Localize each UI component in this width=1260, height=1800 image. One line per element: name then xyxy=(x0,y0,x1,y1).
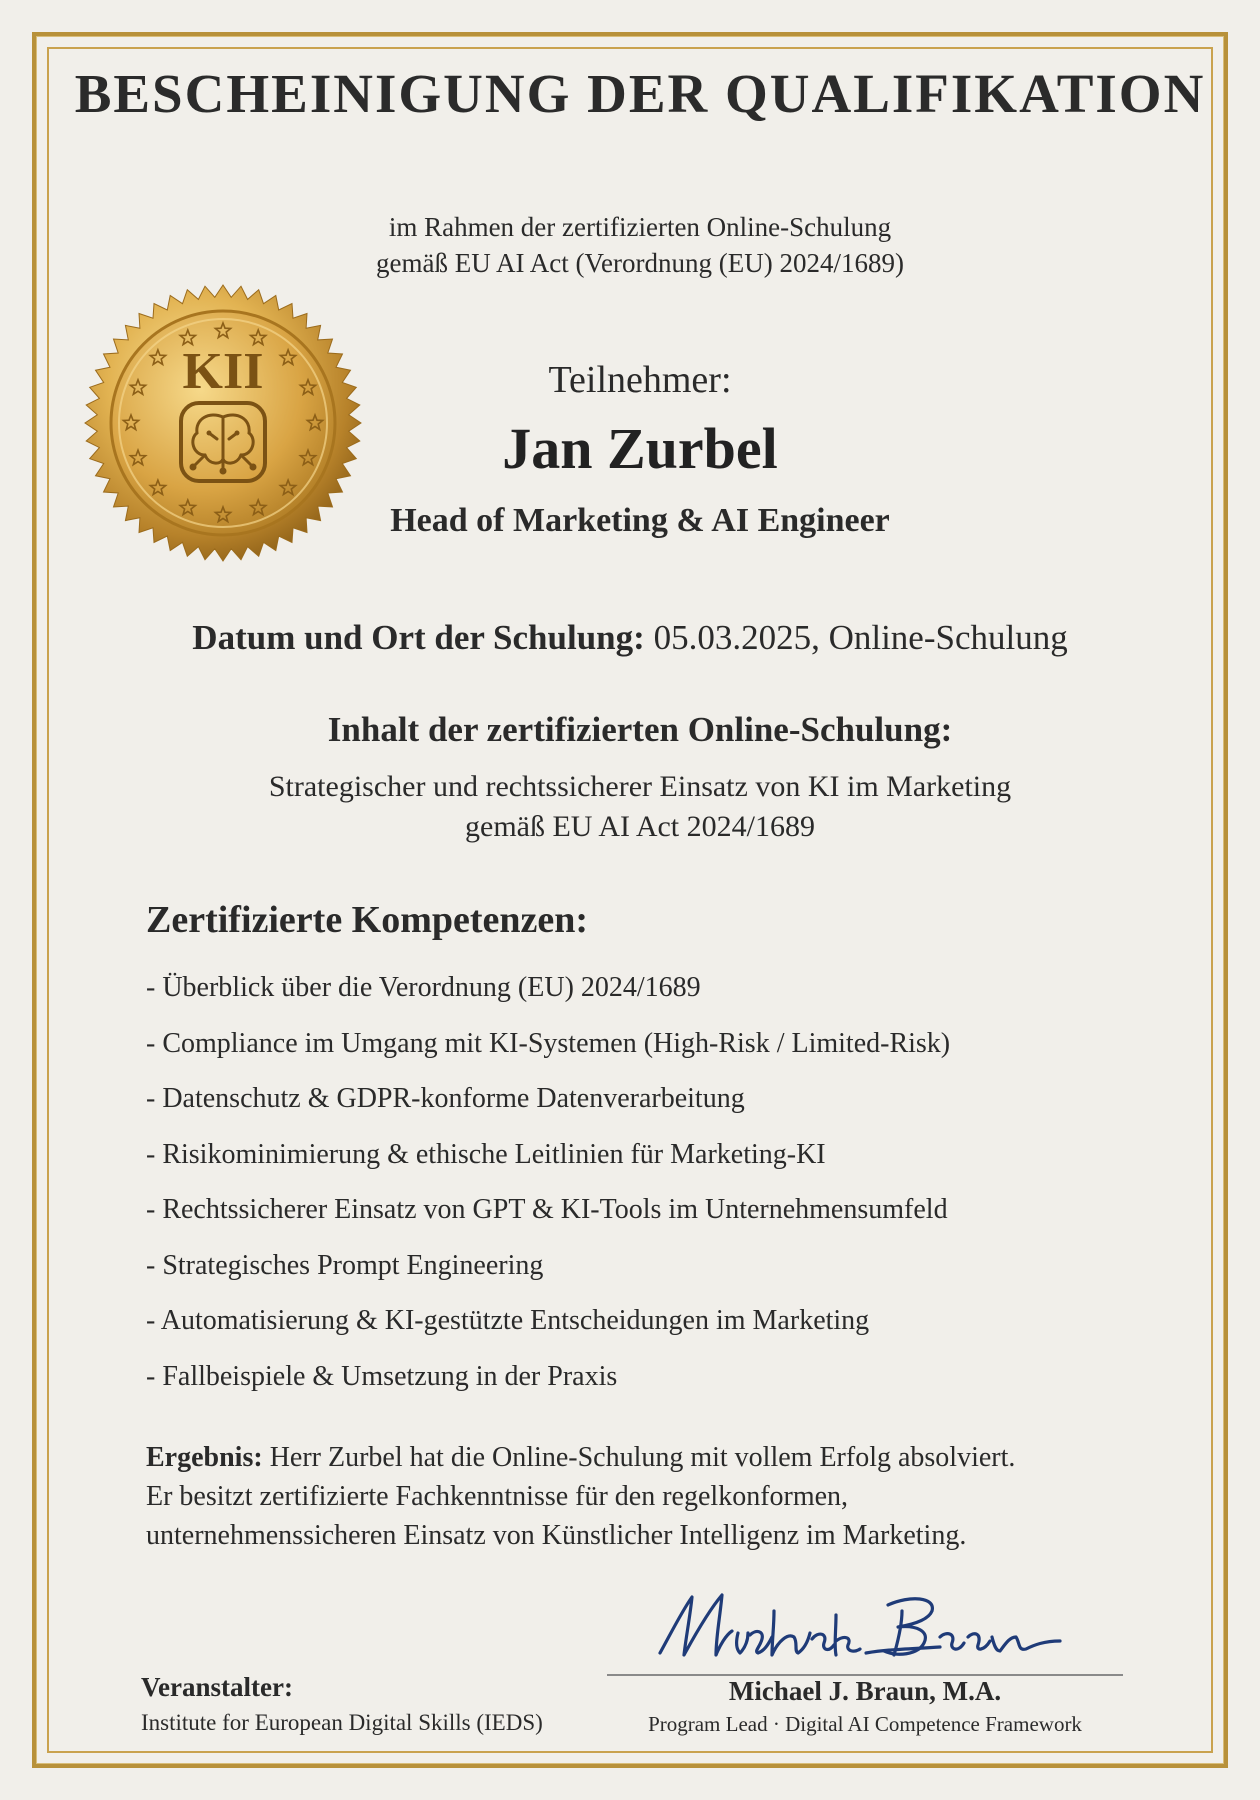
date-value: 05.03.2025, Online-Schulung xyxy=(644,618,1068,657)
organizer-label: Veranstalter: xyxy=(141,1672,293,1702)
result-label: Ergebnis: xyxy=(146,1442,263,1473)
training-date-line xyxy=(100,618,1160,658)
handwritten-signature-icon xyxy=(640,1575,1080,1675)
content-line-2: gemäß EU AI Act 2024/1689 xyxy=(465,810,815,843)
list-item: - Fallbeispiele & Umsetzung in der Praxis xyxy=(146,1360,618,1392)
organizer-value: Institute for European Digital Skills (IEDS) xyxy=(141,1710,543,1735)
list-item: - Strategisches Prompt Engineering xyxy=(146,1249,544,1281)
result-line-1: Herr Zurbel hat die Online-Schulung mit vollem Erfolg absolviert. xyxy=(262,1442,1016,1473)
result-paragraph xyxy=(146,1438,1146,1555)
result-line-3: unternehmenssicheren Einsatz von Künstlicher Intelligenz im Marketing. xyxy=(146,1520,967,1551)
participant-label: Teilnehmer: xyxy=(548,359,732,401)
list-item: - Rechtssicherer Einsatz von GPT & KI-Tools im Unternehmensumfeld xyxy=(146,1194,948,1225)
content-line-1: Strategischer und rechtssicherer Einsatz von KI im Marketing xyxy=(268,770,1012,803)
competencies-heading: Zertifizierte Kompetenzen: xyxy=(146,899,589,941)
intro-line-1: im Rahmen der zertifizierten Online-Schulung xyxy=(388,212,892,242)
competencies-list xyxy=(146,970,1146,1414)
list-item: - Automatisierung & KI-gestützte Entscheidungen im Marketing xyxy=(146,1305,870,1336)
list-item: - Risikominimierung & ethische Leitlinien für Marketing-KI xyxy=(146,1138,826,1170)
seal-text: KII xyxy=(182,343,264,400)
list-item: - Datenschutz & GDPR-konforme Datenverarbeitung xyxy=(146,1083,745,1114)
certificate-title: BESCHEINIGUNG DER QUALIFIKATION xyxy=(74,63,1206,124)
signer-title: Program Lead · Digital AI Competence Framework xyxy=(648,1712,1082,1736)
date-label: Datum und Ort der Schulung: xyxy=(192,618,645,657)
participant-role: Head of Marketing & AI Engineer xyxy=(390,502,890,539)
signer-name: Michael J. Braun, M.A. xyxy=(728,1676,1002,1706)
intro-line-2: gemäß EU AI Act (Verordnung (EU) 2024/1689) xyxy=(376,248,904,278)
participant-name: Jan Zurbel xyxy=(502,416,778,481)
list-item: - Compliance im Umgang mit KI-Systemen (High-Risk / Limited-Risk) xyxy=(146,1027,951,1059)
list-item: - Überblick über die Verordnung (EU) 2024/1689 xyxy=(146,972,701,1003)
content-heading: Inhalt der zertifizierten Online-Schulung: xyxy=(327,710,953,749)
result-line-2: Er besitzt zertifizierte Fachkenntnisse für den regelkonformen, xyxy=(146,1481,849,1512)
